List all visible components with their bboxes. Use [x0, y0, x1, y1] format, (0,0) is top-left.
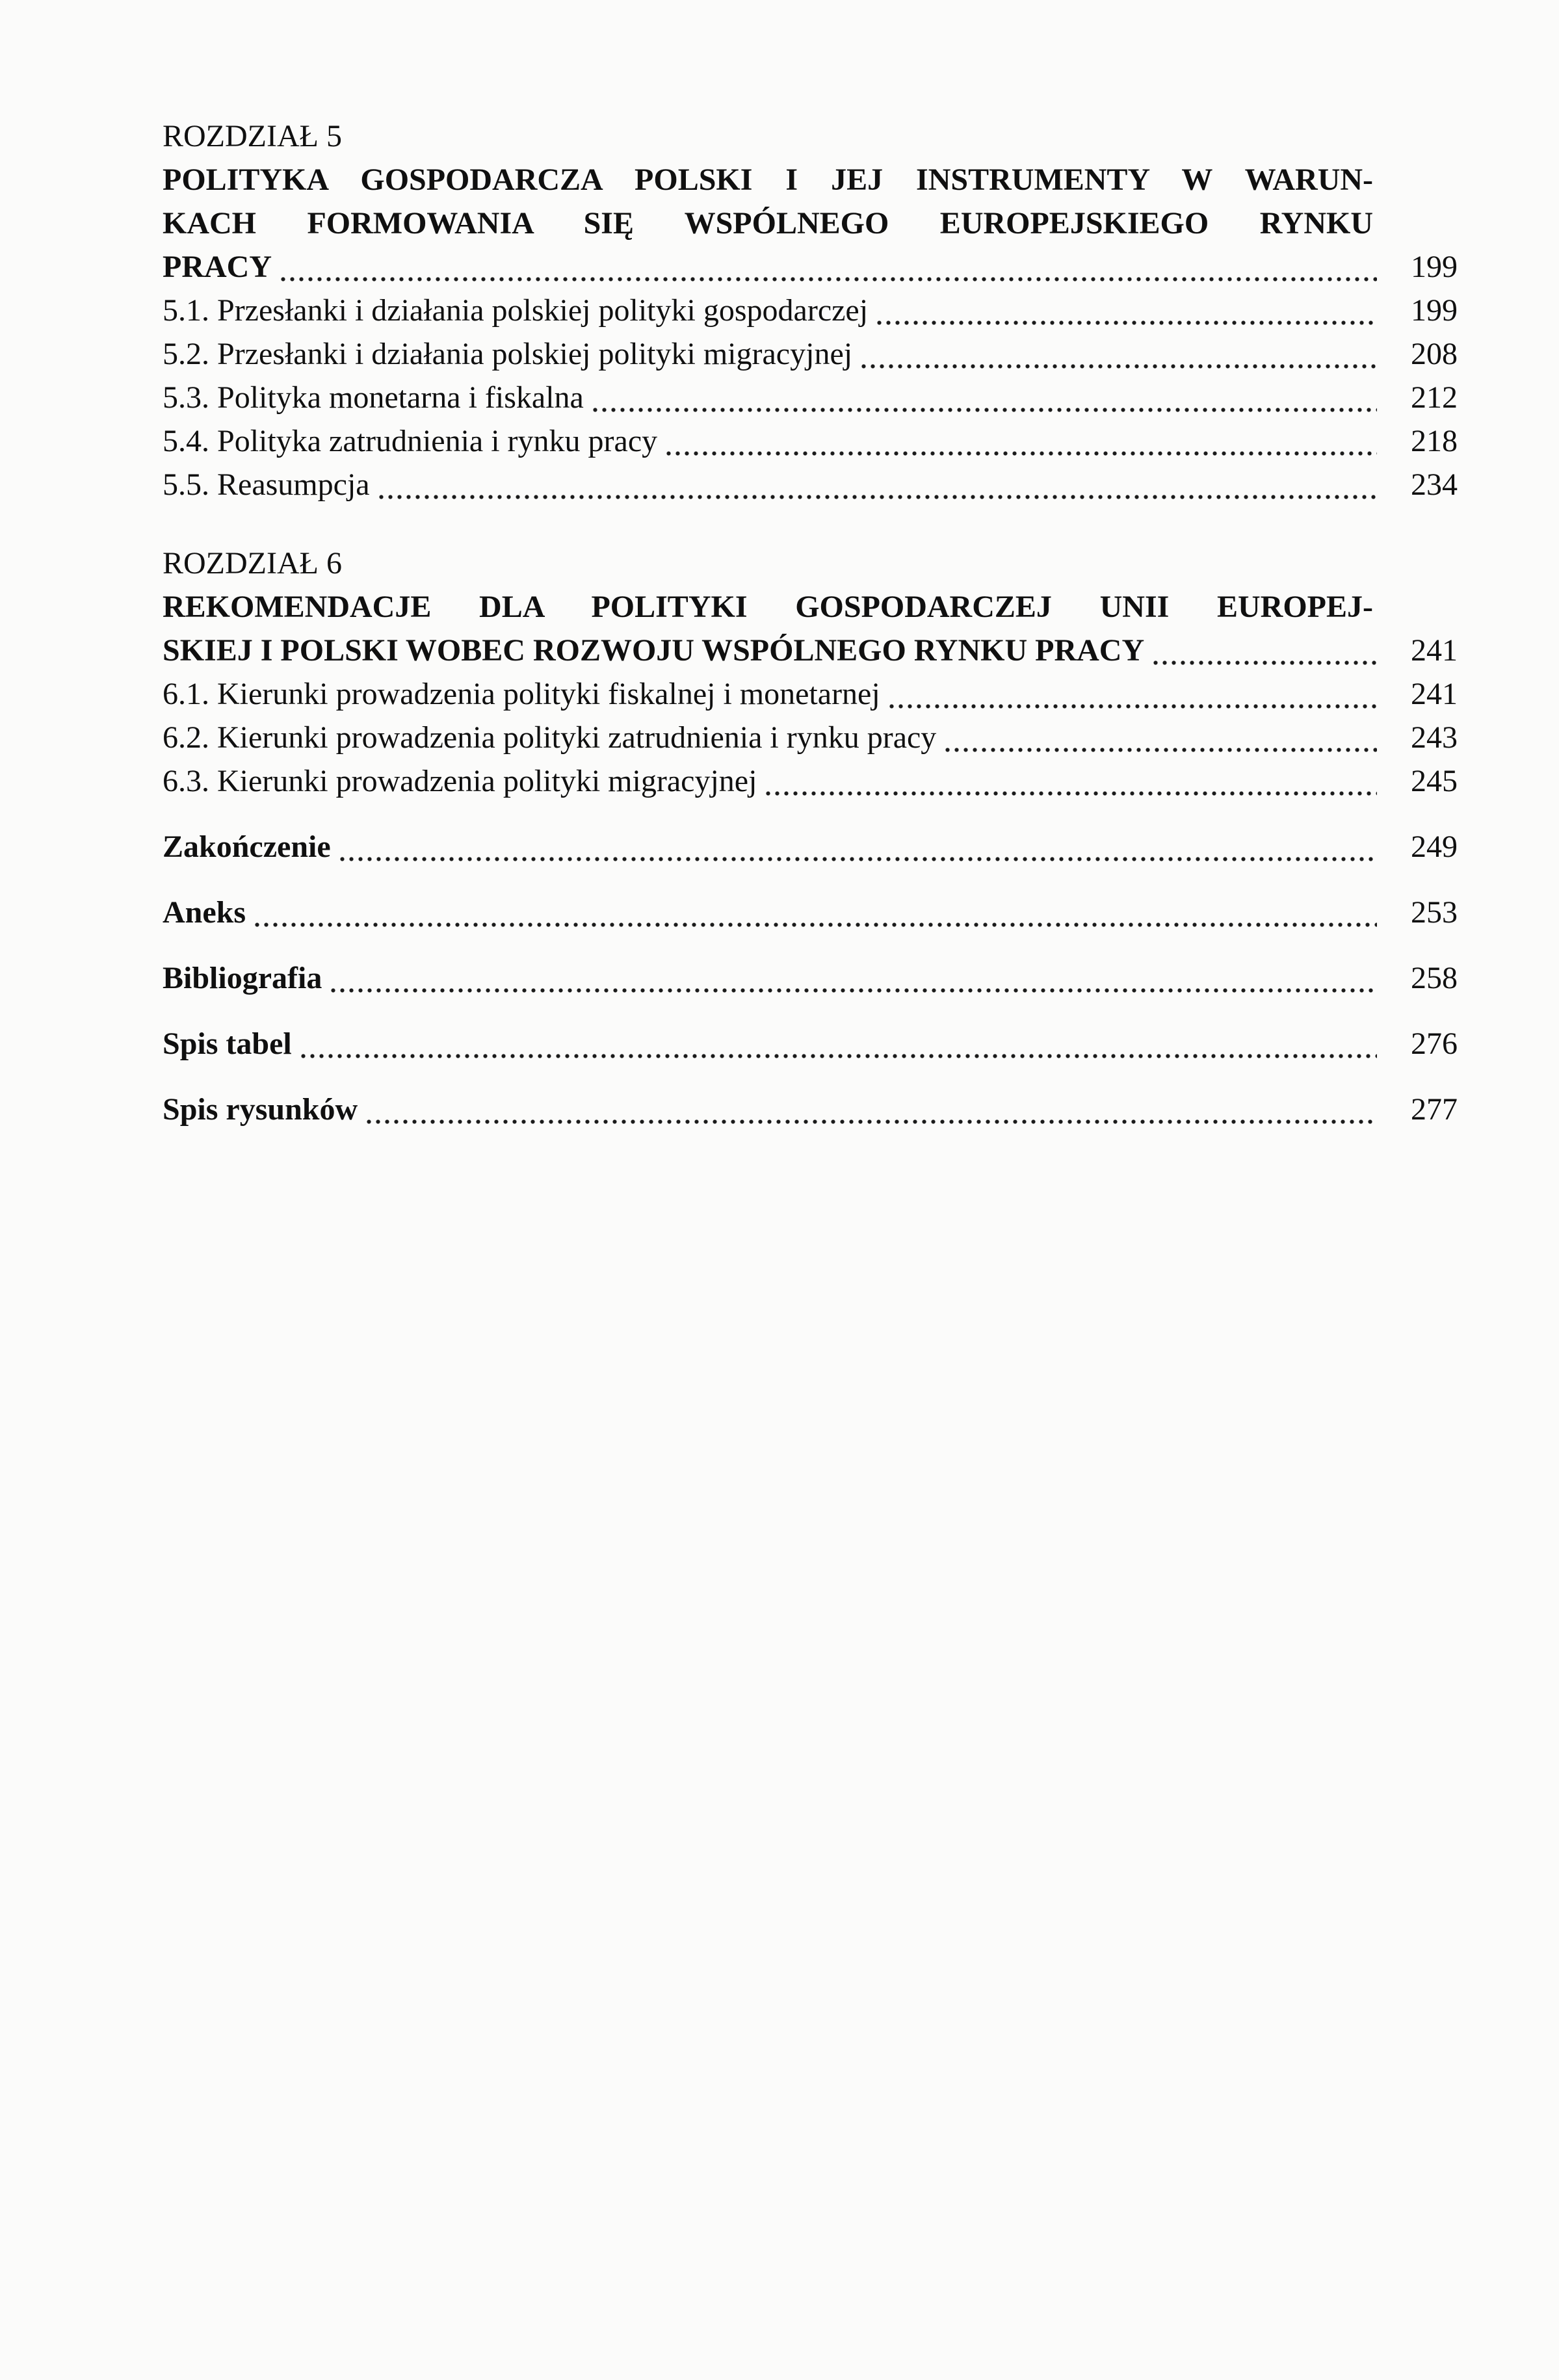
- chapter-title-line-1: POLITYKA GOSPODARCZA POLSKI I JEJ INSTRUMENTY W WARUN-: [163, 163, 1373, 197]
- dot-leader: [281, 245, 1377, 289]
- toc-entry-label: 6.1. Kierunki prowadzenia polityki fiskalnej i monetarnej: [163, 677, 880, 711]
- toc-backmatter: [163, 825, 1458, 1131]
- dot-leader: [861, 332, 1377, 376]
- dot-leader: [301, 1022, 1377, 1066]
- toc-row: [163, 289, 1458, 332]
- toc-row: [163, 672, 1458, 716]
- page-number: 243: [1411, 720, 1458, 755]
- toc-section-rozdzial-6: [163, 542, 1458, 803]
- toc-row-backmatter: [163, 1088, 1458, 1131]
- toc-row: [163, 759, 1458, 803]
- toc-row-chapter-title: [163, 245, 1458, 289]
- page-number: 241: [1411, 633, 1458, 668]
- toc-entry-label: Spis tabel: [163, 1027, 292, 1061]
- toc-entry-label: 5.4. Polityka zatrudnienia i rynku pracy: [163, 424, 658, 458]
- page-number: 218: [1411, 424, 1458, 458]
- toc-entry-label: 5.1. Przesłanki i działania polskiej polityki gospodarczej: [163, 293, 869, 328]
- chapter-title-line-1: REKOMENDACJE DLA POLITYKI GOSPODARCZEJ UNII EUROPEJ-: [163, 590, 1373, 624]
- toc-row: [163, 463, 1458, 506]
- dot-leader: [1153, 629, 1377, 672]
- page-number: 212: [1411, 380, 1458, 415]
- page-number: 249: [1411, 830, 1458, 864]
- page-number: 199: [1411, 293, 1458, 328]
- page-number: 258: [1411, 961, 1458, 995]
- page-number: 234: [1411, 467, 1458, 502]
- page-number: 277: [1411, 1092, 1458, 1127]
- page-number: 241: [1411, 677, 1458, 711]
- dot-leader: [945, 716, 1377, 759]
- page-number: 245: [1411, 764, 1458, 798]
- chapter-heading: ROZDZIAŁ 5: [163, 119, 342, 153]
- dot-leader: [379, 463, 1377, 506]
- toc-row-backmatter: [163, 1022, 1458, 1066]
- dot-leader: [255, 891, 1377, 934]
- toc-entry-label: Bibliografia: [163, 961, 322, 995]
- toc-section-rozdzial-5: [163, 114, 1458, 506]
- toc-row-backmatter: [163, 956, 1458, 1000]
- dot-leader: [367, 1088, 1377, 1131]
- toc-entry-label: 5.5. Reasumpcja: [163, 467, 370, 502]
- toc-entry-label: Zakończenie: [163, 830, 331, 864]
- chapter-heading: ROZDZIAŁ 6: [163, 546, 342, 581]
- table-of-contents: [163, 114, 1458, 1131]
- toc-row: [163, 716, 1458, 759]
- toc-entry-label: Spis rysunków: [163, 1092, 358, 1127]
- toc-entry-label: 5.2. Przesłanki i działania polskiej polityki migracyjnej: [163, 337, 853, 371]
- toc-row: [163, 376, 1458, 419]
- page-number: 253: [1411, 895, 1458, 930]
- toc-entry-label: SKIEJ I POLSKI WOBEC ROZWOJU WSPÓLNEGO RYNKU PRACY: [163, 633, 1145, 668]
- dot-leader: [766, 759, 1377, 803]
- page-number: 199: [1411, 250, 1458, 284]
- toc-row-backmatter: [163, 825, 1458, 869]
- dot-leader: [331, 956, 1377, 1000]
- dot-leader: [340, 825, 1377, 869]
- dot-leader: [666, 419, 1377, 463]
- toc-row-backmatter: [163, 891, 1458, 934]
- toc-entry-label: 6.2. Kierunki prowadzenia polityki zatrudnienia i rynku pracy: [163, 720, 937, 755]
- toc-entry-label: 5.3. Polityka monetarna i fiskalna: [163, 380, 584, 415]
- page-number: 276: [1411, 1027, 1458, 1061]
- toc-entry-label: Aneks: [163, 895, 246, 930]
- toc-row: [163, 332, 1458, 376]
- chapter-title-line-2: KACH FORMOWANIA SIĘ WSPÓLNEGO EUROPEJSKIEGO RYNKU: [163, 206, 1373, 241]
- dot-leader: [877, 289, 1377, 332]
- toc-entry-label: PRACY: [163, 250, 272, 284]
- dot-leader: [593, 376, 1377, 419]
- toc-entry-label: 6.3. Kierunki prowadzenia polityki migracyjnej: [163, 764, 757, 798]
- toc-row: [163, 419, 1458, 463]
- toc-row-chapter-title: [163, 629, 1458, 672]
- dot-leader: [889, 672, 1377, 716]
- page-number: 208: [1411, 337, 1458, 371]
